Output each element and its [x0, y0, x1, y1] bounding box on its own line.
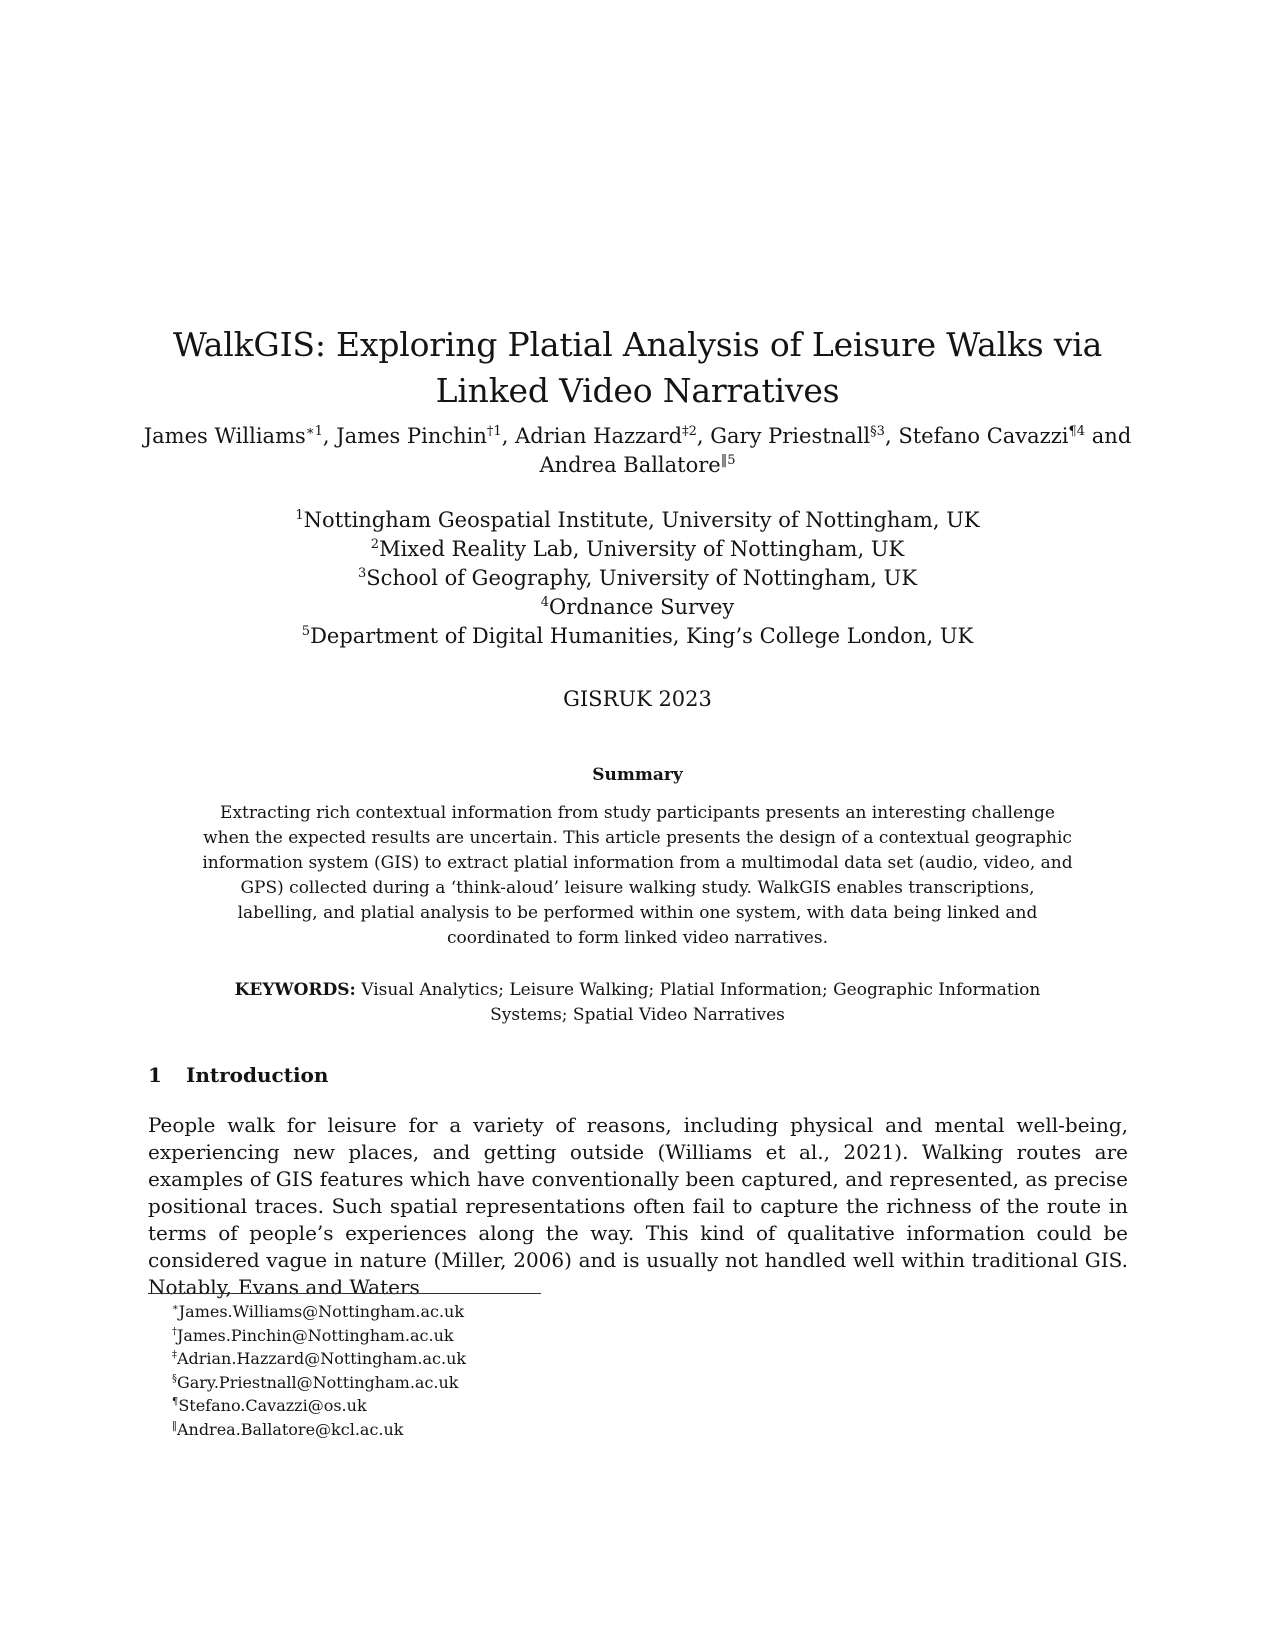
author-mark: ¶4	[1068, 424, 1086, 439]
author	[898, 424, 1085, 448]
affiliation-text: Ordnance Survey	[549, 595, 735, 619]
paper-title: WalkGIS: Exploring Platial Analysis of Leisure Walks via Linked Video Narratives	[172, 325, 1103, 411]
footnote	[172, 1394, 466, 1418]
author	[539, 453, 735, 477]
author-list	[130, 422, 1145, 480]
author	[336, 424, 501, 448]
author-name: Andrea Ballatore	[539, 453, 721, 477]
footnote-email: James.Pinchin@Nottingham.ac.uk	[176, 1325, 454, 1345]
footnote-list	[172, 1300, 466, 1441]
author-name: Stefano Cavazzi	[898, 424, 1069, 448]
section-title: Introduction	[186, 1063, 329, 1087]
footnote-mark: ¶	[172, 1396, 179, 1408]
affiliation	[140, 506, 1135, 535]
author-separator: and	[1085, 424, 1132, 448]
summary-body: Extracting rich contextual information from study participants presents an interesting challenge when the expected results are uncertain. This article presents the design of a contextual geographic information system (GIS) to extract platial information from a multimodal data set (audio, video, and GPS) collected during a ‘think-aloud’ leisure walking study. WalkGIS enables transcriptions, labelling, and platial analysis to be performed within one system, with data being linked and coordinated to form linked video narratives.	[202, 803, 1073, 948]
author-mark: ‖5	[720, 453, 736, 468]
footnote	[172, 1418, 466, 1442]
footnote-mark: ‖	[172, 1420, 177, 1432]
footnote-email: Gary.Priestnall@Nottingham.ac.uk	[176, 1372, 459, 1392]
affiliation-text: School of Geography, University of Nottingham, UK	[366, 566, 918, 590]
author	[710, 424, 885, 448]
author-mark: †1	[486, 424, 502, 439]
footnote-mark: ∗	[172, 1302, 179, 1314]
footnote-mark: ‡	[172, 1349, 177, 1361]
author-name: Gary Priestnall	[710, 424, 871, 448]
section-number: 1	[148, 1063, 162, 1087]
author-name: Adrian Hazzard	[515, 424, 683, 448]
affiliation-list	[140, 506, 1135, 651]
summary-heading: Summary	[592, 765, 683, 785]
author-mark: §3	[870, 424, 885, 439]
affiliation-text: Nottingham Geospatial Institute, University of Nottingham, UK	[303, 508, 980, 532]
footnote-email: James.Williams@Nottingham.ac.uk	[178, 1302, 465, 1321]
footnote	[172, 1300, 466, 1324]
footnote-mark: §	[172, 1373, 177, 1385]
affiliation-mark: 2	[370, 537, 380, 552]
author	[515, 424, 697, 448]
keywords-text: Visual Analytics; Leisure Walking; Platial Information; Geographic Information Systems; Spatial Video Narratives	[361, 980, 1041, 1025]
keywords	[200, 978, 1075, 1028]
keywords-label: KEYWORDS:	[234, 980, 356, 1000]
author-mark: ‡2	[682, 424, 697, 439]
introduction-paragraph: People walk for leisure for a variety of reasons, including physical and mental well-being, experiencing new places, and getting outside (Williams et al., 2021). Walking routes are examples of GIS features which have conventionally been captured, and represented, as precise positional traces. Such spatial representations often fail to capture the richness of the route in terms of people’s experiences along the way. This kind of qualitative information could be considered vague in nature (Miller, 2006) and is usually not handled well within traditional GIS. Notably, Evans and Waters	[148, 1113, 1128, 1299]
affiliation-mark: 3	[357, 566, 367, 581]
affiliation-mark: 4	[540, 595, 550, 610]
affiliation	[140, 622, 1135, 651]
author-name: James Pinchin	[336, 424, 487, 448]
affiliation	[140, 535, 1135, 564]
author-separator: ,	[884, 424, 899, 448]
author-separator: ,	[322, 424, 337, 448]
author-separator: ,	[696, 424, 711, 448]
affiliation-text: Department of Digital Humanities, King’s College London, UK	[310, 624, 974, 648]
footnote-mark: †	[172, 1326, 177, 1338]
author-separator: ,	[501, 424, 516, 448]
affiliation-text: Mixed Reality Lab, University of Nottingham, UK	[379, 537, 905, 561]
footnote	[172, 1371, 466, 1395]
affiliation	[140, 564, 1135, 593]
affiliation-mark: 5	[301, 624, 311, 639]
footnote-divider	[148, 1293, 541, 1294]
conference-name: GISRUK 2023	[563, 687, 712, 711]
author-mark: ∗1	[305, 424, 323, 439]
author-name: James Williams	[143, 424, 306, 448]
footnote	[172, 1324, 466, 1348]
footnote-email: Stefano.Cavazzi@os.uk	[178, 1396, 367, 1415]
footnote-email: Adrian.Hazzard@Nottingham.ac.uk	[176, 1349, 467, 1368]
section-heading	[148, 1062, 328, 1088]
footnote	[172, 1347, 466, 1371]
affiliation-mark: 1	[295, 508, 304, 523]
footnote-email: Andrea.Ballatore@kcl.ac.uk	[176, 1419, 404, 1439]
author	[144, 424, 323, 448]
affiliation	[140, 593, 1135, 622]
